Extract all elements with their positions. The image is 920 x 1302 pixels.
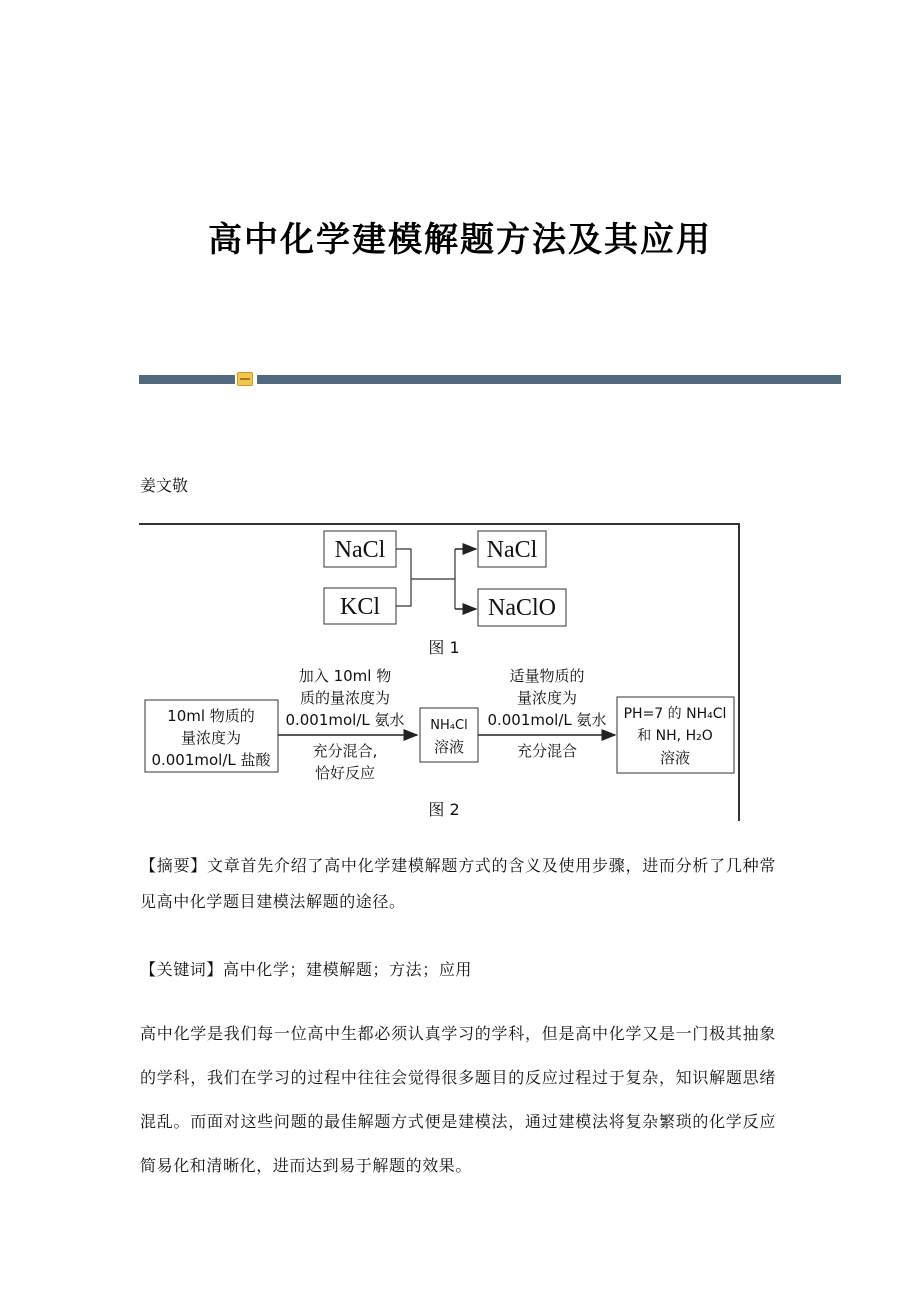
keywords-paragraph <box>140 952 776 988</box>
fig2-arrow1-top-1: 加入 10ml 物 <box>298 667 392 685</box>
abstract-label: 【摘要】 <box>140 856 207 875</box>
fig2-box1-line2: 量浓度为 <box>180 729 242 747</box>
fig2-box2-line1: NH₄Cl <box>430 718 468 733</box>
fig2-arrow1-top-2: 质的量浓度为 <box>299 689 391 707</box>
fig2-caption: 图 2 <box>428 800 460 819</box>
figure-2 <box>145 667 734 819</box>
fig2-box3-line3: 溶液 <box>659 749 691 767</box>
keywords-text: 高中化学；建模解题；方法；应用 <box>223 960 473 979</box>
fig2-arrow2-bottom-1: 充分混合 <box>516 742 578 760</box>
page-title: 高中化学建模解题方法及其应用 <box>208 220 712 260</box>
figure-image <box>139 523 740 821</box>
fig2-arrow2-top-3: 0.001mol/L 氨水 <box>487 711 607 729</box>
fig2-box3-line2: 和 NH, H₂O <box>637 728 713 744</box>
body-paragraph: 高中化学是我们每一位高中生都必须认真学习的学科，但是高中化学又是一门极其抽象的学科，我们在学习的过程中往往会觉得很多题目的反应过程过于复杂，知识解题思绪混乱。而面对这些问题的最佳解题方式便是建模法，通过建模法将复杂繁琐的化学反应简易化和清晰化，进而达到易于解题的效果。 <box>140 1024 776 1175</box>
fig2-arrow1-bottom-2: 恰好反应 <box>314 764 376 782</box>
fig1-left-box-2: KCl <box>339 594 381 620</box>
fig1-caption: 图 1 <box>428 638 460 657</box>
figure-1 <box>324 531 566 657</box>
fig1-left-box-1: NaCl <box>334 537 386 563</box>
fig1-right-box-1: NaCl <box>486 537 538 563</box>
fig2-arrow2-top-1: 适量物质的 <box>509 667 585 685</box>
keywords-label: 【关键词】 <box>140 960 224 979</box>
fig2-arrow1-top-3: 0.001mol/L 氨水 <box>285 711 405 729</box>
fig2-arrow2-top-2: 量浓度为 <box>516 689 578 707</box>
fig2-box2-line2: 溶液 <box>433 738 465 756</box>
fig2-box1-line3: 0.001mol/L 盐酸 <box>151 751 271 769</box>
title-divider-right <box>257 375 841 384</box>
fig1-right-box-2: NaClO <box>488 595 556 621</box>
fig2-box3-line1: PH=7 的 NH₄Cl <box>623 706 727 722</box>
fig2-arrow1-bottom-1: 充分混合, <box>312 742 378 760</box>
author-name: 姜文敬 <box>140 476 189 495</box>
folder-icon <box>237 372 253 386</box>
abstract-text: 文章首先介绍了高中化学建模解题方式的含义及使用步骤，进而分析了几种常见高中化学题目建模法解题的途径。 <box>140 856 776 911</box>
title-divider-left <box>139 375 235 384</box>
abstract-paragraph <box>140 848 776 920</box>
fig2-box1-line1: 10ml 物质的 <box>167 707 255 725</box>
